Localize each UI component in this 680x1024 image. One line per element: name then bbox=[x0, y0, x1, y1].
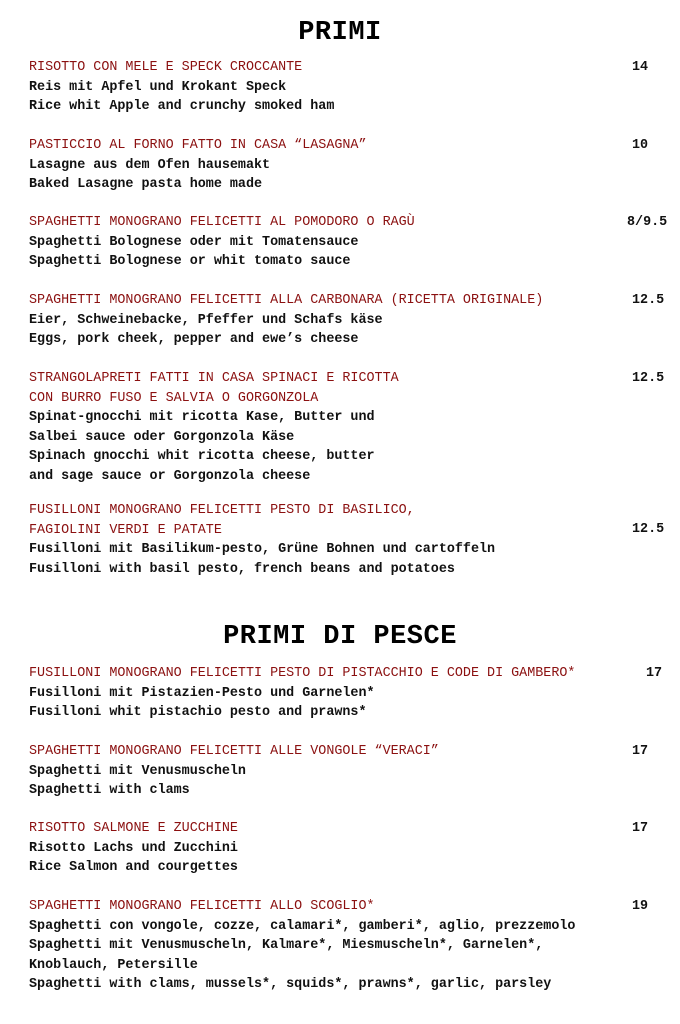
dish-name: STRANGOLAPRETI FATTI IN CASA SPINACI E RICOTTA bbox=[29, 371, 399, 386]
menu-item bbox=[29, 664, 669, 723]
dish-description: Fusilloni with basil pesto, french beans and potatoes bbox=[29, 561, 455, 577]
dish-price: 12.5 bbox=[632, 293, 665, 308]
dish-description: Lasagne aus dem Ofen hausemakt bbox=[29, 157, 271, 173]
dish-price: 12.5 bbox=[632, 371, 665, 386]
dish-description: Fusilloni mit Pistazien-Pesto und Garnelen* bbox=[29, 685, 375, 701]
dish-name: FAGIOLINI VERDI E PATATE bbox=[29, 522, 222, 538]
menu-item bbox=[29, 819, 669, 878]
dish-name: SPAGHETTI MONOGRANO FELICETTI AL POMODORO O RAGÙ bbox=[29, 215, 415, 230]
dish-name: FUSILLONI MONOGRANO FELICETTI PESTO DI BASILICO, bbox=[29, 503, 415, 518]
section-title-primi-di-pesce: PRIMI DI PESCE bbox=[223, 622, 457, 652]
dish-name: PASTICCIO AL FORNO FATTO IN CASA “LASAGNA” bbox=[29, 138, 367, 153]
dish-price: 12.5 bbox=[632, 522, 665, 537]
menu-item bbox=[29, 291, 669, 350]
dish-description: Spinat-gnocchi mit ricotta Kase, Butter und bbox=[29, 410, 375, 426]
dish-description: Reis mit Apfel und Krokant Speck bbox=[29, 79, 287, 95]
dish-description: Eggs, pork cheek, pepper and ewe’s cheese bbox=[29, 332, 359, 348]
dish-description: Spinach gnocchi whit ricotta cheese, butter bbox=[29, 449, 375, 465]
section-title-primi: PRIMI bbox=[298, 18, 382, 48]
dish-description: Rice Salmon and courgettes bbox=[29, 860, 238, 876]
dish-description: Knoblauch, Petersille bbox=[29, 957, 198, 973]
dish-description: Spaghetti with clams, mussels*, squids*, prawns*, garlic, parsley bbox=[29, 977, 552, 993]
dish-description: Spaghetti with clams bbox=[29, 783, 190, 799]
dish-name: RISOTTO SALMONE E ZUCCHINE bbox=[29, 821, 238, 836]
dish-description: Eier, Schweinebacke, Pfeffer und Schafs käse bbox=[29, 312, 383, 328]
dish-price: 17 bbox=[646, 666, 663, 681]
dish-description: Rice whit Apple and crunchy smoked ham bbox=[29, 99, 335, 115]
dish-price: 17 bbox=[632, 821, 649, 836]
dish-description: and sage sauce or Gorgonzola cheese bbox=[29, 468, 311, 484]
menu-item bbox=[29, 742, 669, 801]
dish-name: SPAGHETTI MONOGRANO FELICETTI ALLA CARBONARA (RICETTA ORIGINALE) bbox=[29, 293, 544, 308]
dish-description: Fusilloni whit pistachio pesto and prawns* bbox=[29, 705, 367, 721]
dish-description: Spaghetti Bolognese oder mit Tomatensauce bbox=[29, 234, 359, 250]
dish-price: 10 bbox=[632, 138, 649, 153]
dish-description: Fusilloni mit Basilikum-pesto, Grüne Bohnen und cartoffeln bbox=[29, 542, 496, 558]
dish-description: Spaghetti mit Venusmuscheln bbox=[29, 763, 246, 779]
dish-description: Baked Lasagne pasta home made bbox=[29, 177, 263, 193]
dish-price: 17 bbox=[632, 744, 649, 759]
dish-description: Spaghetti con vongole, cozze, calamari*, gamberi*, aglio, prezzemolo bbox=[29, 918, 576, 934]
dish-name: FUSILLONI MONOGRANO FELICETTI PESTO DI PISTACCHIO E CODE DI GAMBERO* bbox=[29, 666, 576, 681]
menu-item bbox=[29, 369, 669, 487]
dish-name: SPAGHETTI MONOGRANO FELICETTI ALLO SCOGLIO* bbox=[29, 899, 375, 914]
dish-price: 8/9.5 bbox=[627, 215, 668, 230]
menu-item bbox=[29, 136, 669, 195]
dish-description: Spaghetti Bolognese or whit tomato sauce bbox=[29, 254, 351, 270]
menu-item bbox=[29, 501, 669, 579]
menu-item bbox=[29, 213, 669, 272]
dish-name: RISOTTO CON MELE E SPECK CROCCANTE bbox=[29, 60, 303, 75]
dish-name: SPAGHETTI MONOGRANO FELICETTI ALLE VONGOLE “VERACI” bbox=[29, 744, 439, 759]
dish-price: 19 bbox=[632, 899, 649, 914]
dish-description: Risotto Lachs und Zucchini bbox=[29, 840, 238, 856]
dish-description: Salbei sauce oder Gorgonzola Käse bbox=[29, 429, 295, 445]
dish-description: Spaghetti mit Venusmuscheln, Kalmare*, Miesmuscheln*, Garnelen*, bbox=[29, 938, 544, 954]
dish-name: CON BURRO FUSO E SALVIA O GORGONZOLA bbox=[29, 390, 319, 406]
dish-price: 14 bbox=[632, 60, 649, 75]
menu-item bbox=[29, 58, 669, 117]
menu-item bbox=[29, 897, 669, 995]
